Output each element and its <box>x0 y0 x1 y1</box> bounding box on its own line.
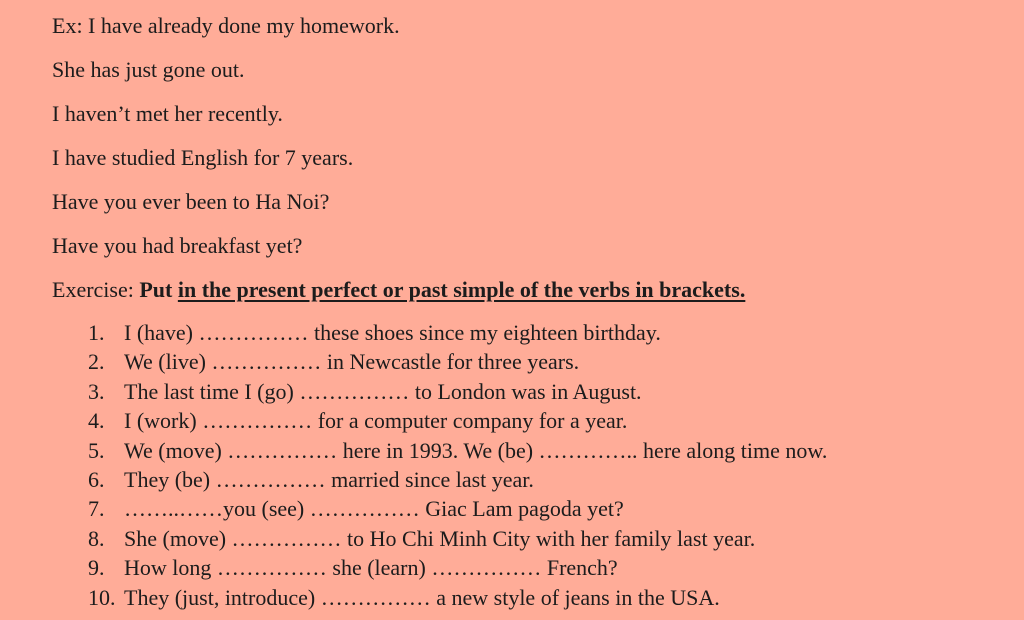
example-line-1: Ex: I have already done my homework. <box>52 13 400 38</box>
item-text: I (have) …………… these shoes since my eighteen birthday. <box>124 320 661 345</box>
item-number: 6. <box>88 466 105 492</box>
item-number: 3. <box>88 378 105 404</box>
item-text: They (be) …………… married since last year. <box>124 466 534 492</box>
item-number: 7. <box>88 496 105 522</box>
item-text: How long …………… she (learn) …………… French? <box>124 555 618 581</box>
example-line-6: Have you had breakfast yet? <box>52 233 303 258</box>
exercise-instruction: in the present perfect or past simple of the verbs in brackets. <box>177 277 746 302</box>
item-number: 9. <box>88 555 105 581</box>
item-text: ……..……you (see) …………… Giac Lam pagoda yet? <box>124 496 624 522</box>
item-number: 10. <box>88 584 116 610</box>
item-text: I (work) …………… for a computer company for a year. <box>124 408 628 434</box>
document-page <box>52 0 1012 620</box>
example-line-4: I have studied English for 7 years. <box>52 145 354 170</box>
exercise-bold-word: Put <box>139 277 178 302</box>
example-line-5: Have you ever been to Ha Noi? <box>52 189 330 214</box>
item-number: 4. <box>88 408 105 434</box>
item-text: They (just, introduce) …………… a new style of jeans in the USA. <box>124 584 720 610</box>
item-text: We (live) …………… in Newcastle for three years. <box>124 349 580 375</box>
item-number: 2. <box>88 349 105 375</box>
example-line-3: I haven’t met her recently. <box>52 101 283 126</box>
item-number: 1. <box>88 320 105 345</box>
exercise-label: Exercise: <box>52 277 140 302</box>
example-line-2: She has just gone out. <box>52 57 245 82</box>
item-text: We (move) …………… here in 1993. We (be) ………….. here along time now. <box>124 437 828 463</box>
item-number: 8. <box>88 525 105 551</box>
exercise-heading <box>52 277 745 303</box>
item-number: 5. <box>88 437 105 463</box>
item-text: The last time I (go) …………… to London was in August. <box>124 378 642 404</box>
cut-off-next-line <box>36 612 436 620</box>
item-text: She (move) …………… to Ho Chi Minh City with her family last year. <box>124 525 756 551</box>
